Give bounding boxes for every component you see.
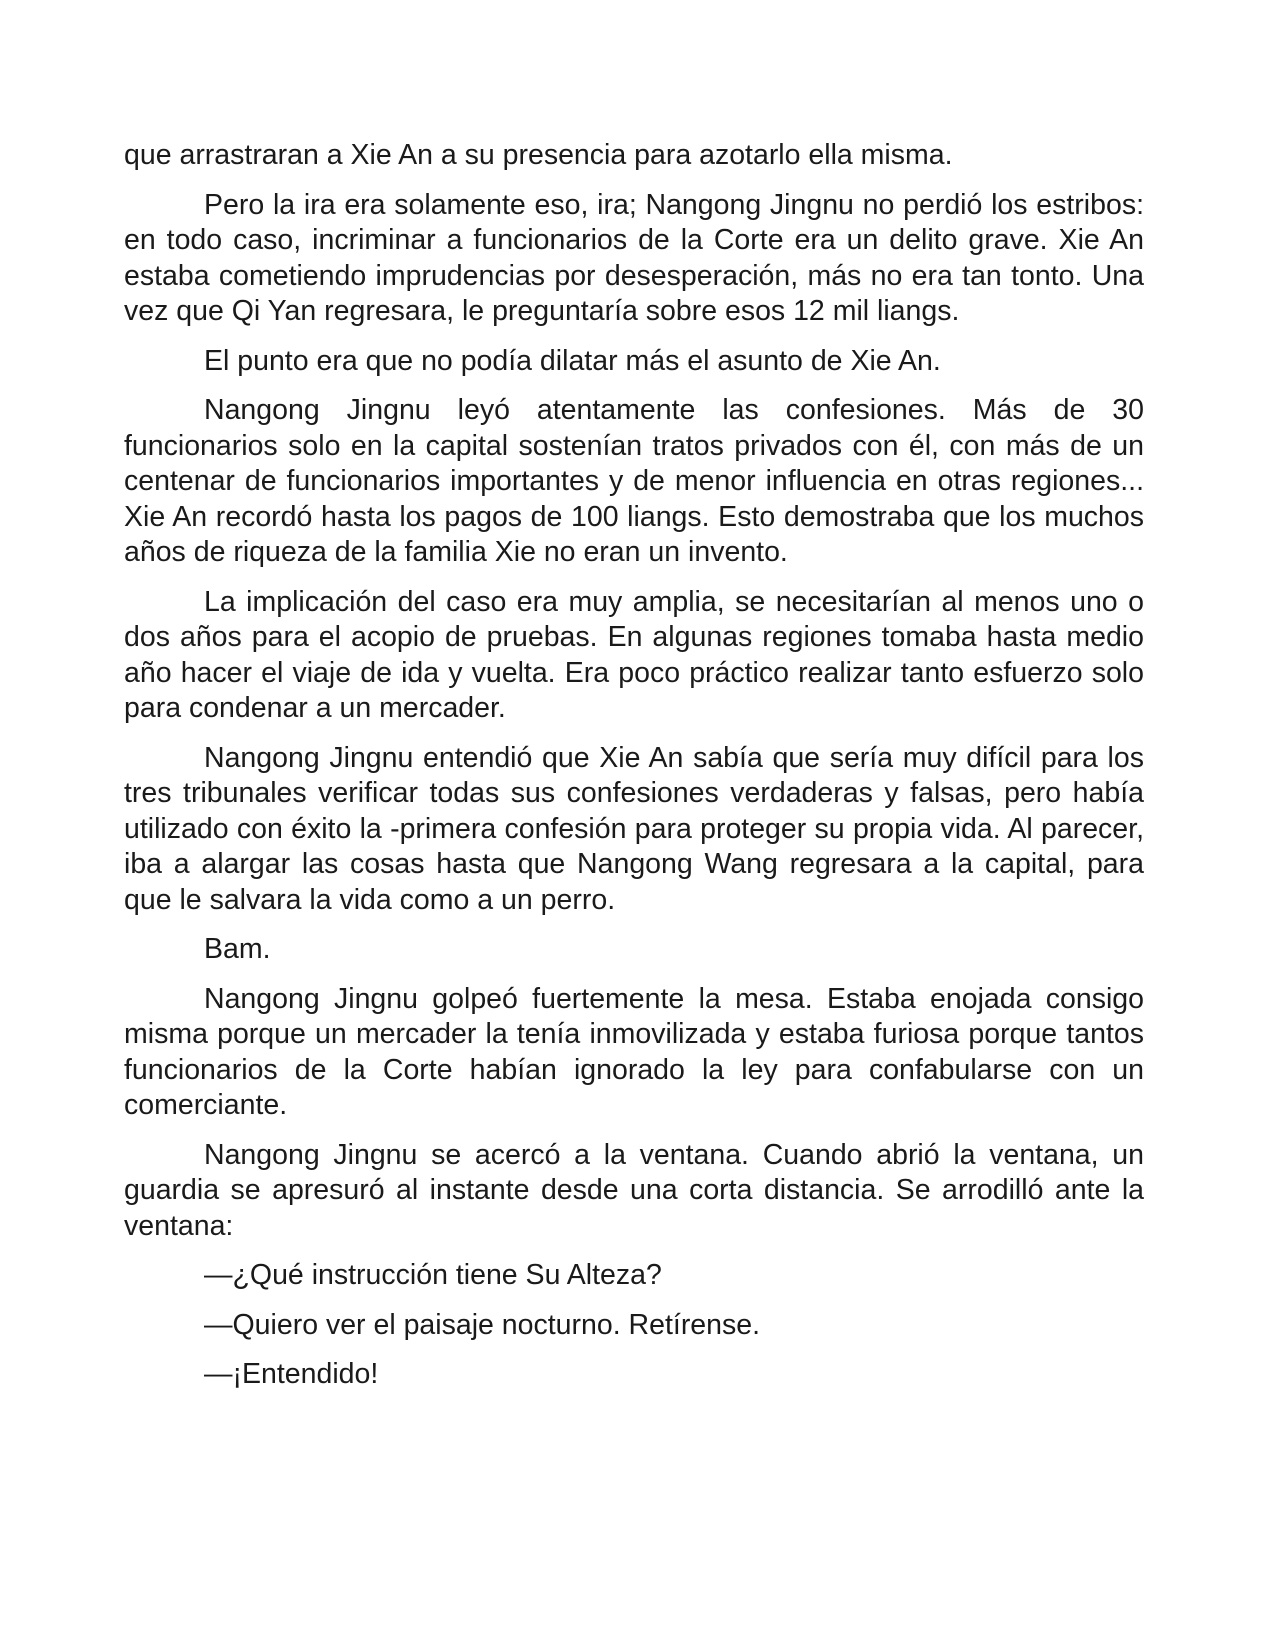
document-page bbox=[124, 138, 1144, 1407]
paragraph-2: Pero la ira era solamente eso, ira; Nangong Jingnu no perdió los estribos: en todo caso, incriminar a funcionarios de la Corte era un delito grave. Xie An estaba cometiendo imprudencias por desesperación, más no era tan tonto. Una vez que Qi Yan regresara, le preguntaría sobre esos 12 mil liangs. bbox=[124, 188, 1144, 327]
dialogue-line-1: —¿Qué instrucción tiene Su Alteza? bbox=[204, 1259, 662, 1291]
paragraph-6: Nangong Jingnu entendió que Xie An sabía que sería muy difícil para los tres tribunales verificar todas sus confesiones verdaderas y falsas, pero había utilizado con éxito la -primera confesión para proteger su propia vida. Al parecer, iba a alargar las cosas hasta que Nangong Wang regresara a la capital, para que le salvara la vida como a un perro. bbox=[124, 741, 1144, 916]
dialogue-line-2: —Quiero ver el paisaje nocturno. Retírense. bbox=[204, 1308, 761, 1341]
paragraph-8: Nangong Jingnu golpeó fuertemente la mesa. Estaba enojada consigo misma porque un mercader la tenía inmovilizada y estaba furiosa porque tantos funcionarios de la Corte habían ignorado la ley para confabularse con un comerciante. bbox=[124, 982, 1144, 1121]
paragraph-7: Bam. bbox=[204, 933, 271, 965]
paragraph-5: La implicación del caso era muy amplia, se necesitarían al menos uno o dos años para el acopio de pruebas. En algunas regiones tomaba hasta medio año hacer el viaje de ida y vuelta. Era poco práctico realizar tanto esfuerzo solo para condenar a un mercader. bbox=[124, 585, 1144, 724]
dialogue-line-3: —¡Entendido! bbox=[204, 1358, 379, 1390]
paragraph-3: El punto era que no podía dilatar más el asunto de Xie An. bbox=[204, 344, 941, 377]
paragraph-1: que arrastraran a Xie An a su presencia para azotarlo ella misma. bbox=[124, 139, 953, 171]
paragraph-4: Nangong Jingnu leyó atentamente las confesiones. Más de 30 funcionarios solo en la capital sostenían tratos privados con él, con más de un centenar de funcionarios importantes y de menor influencia en otras regiones... Xie An recordó hasta los pagos de 100 liangs. Esto demostraba que los muchos años de riqueza de la familia Xie no eran un invento. bbox=[124, 394, 1144, 568]
paragraph-9: Nangong Jingnu se acercó a la ventana. Cuando abrió la ventana, un guardia se apresuró al instante desde una corta distancia. Se arrodilló ante la ventana: bbox=[124, 1138, 1144, 1242]
